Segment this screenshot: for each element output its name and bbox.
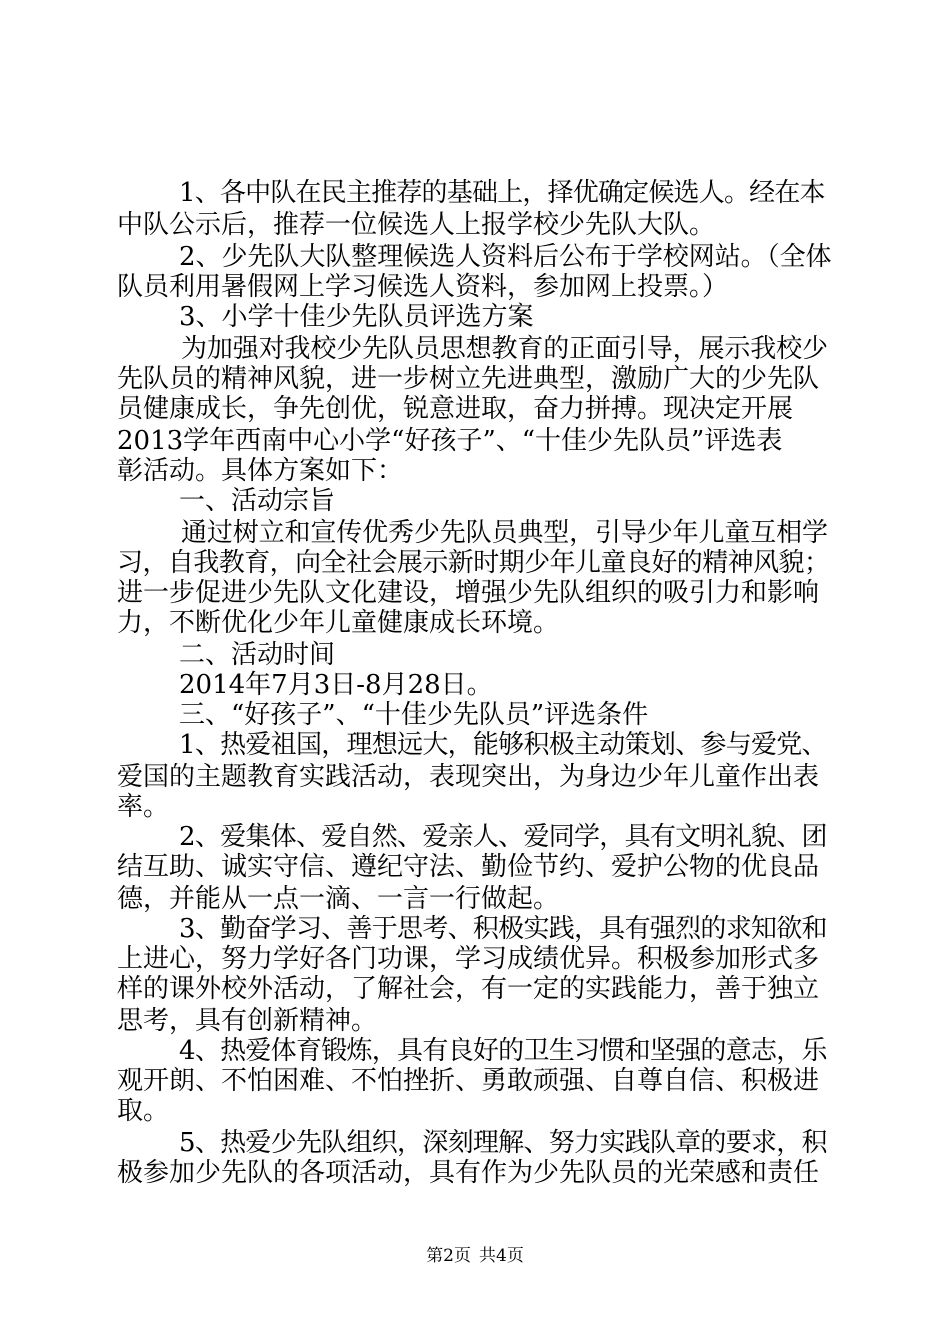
- section-heading: 三、“好孩子”、“十佳少先队员”评选条件: [179, 700, 649, 730]
- page-total: 共4页: [479, 1246, 524, 1266]
- paragraph-line: 员健康成长，争先创优，锐意进取，奋力拼搏。现决定开展: [117, 394, 794, 424]
- paragraph-line: 彰活动。具体方案如下：: [117, 456, 404, 486]
- paragraph-line: 4、热爱体育锻炼，具有良好的卫生习惯和坚强的意志，乐: [179, 1036, 827, 1066]
- paragraph-line: 取。: [117, 1096, 170, 1126]
- page-footer: [0, 1245, 950, 1267]
- paragraph-line: 习，自我教育，向全社会展示新时期少年儿童良好的精神风貌；: [117, 548, 830, 578]
- paragraph-line: 进一步促进少先队文化建设，增强少先队组织的吸引力和影响: [117, 578, 820, 608]
- paragraph-line: 2、少先队大队整理候选人资料后公布于学校网站。（全体: [179, 242, 832, 272]
- paragraph-line: 先队员的精神风貌，进一步树立先进典型，激励广大的少先队: [117, 364, 820, 394]
- page-number: 第2页: [426, 1246, 471, 1266]
- paragraph-line: 通过树立和宣传优秀少先队员典型，引导少年儿童互相学: [181, 518, 828, 548]
- paragraph-line: 2013学年西南中心小学“好孩子”、“十佳少先队员”评选表: [117, 426, 783, 456]
- paragraph-line: 样的课外校外活动，了解社会，有一定的实践能力，善于独立: [117, 974, 820, 1004]
- paragraph-line: 3、小学十佳少先队员评选方案: [179, 302, 534, 332]
- paragraph-line: 极参加少先队的各项活动，具有作为少先队员的光荣感和责任: [117, 1158, 820, 1188]
- paragraph-line: 力，不断优化少年儿童健康成长环境。: [117, 608, 560, 638]
- paragraph-line: 队员利用暑假网上学习候选人资料，参加网上投票。）: [117, 272, 729, 302]
- paragraph-line: 率。: [117, 792, 170, 822]
- paragraph-line: 为加强对我校少先队员思想教育的正面引导，展示我校少: [181, 334, 828, 364]
- paragraph-line: 爱国的主题教育实践活动，表现突出，为身边少年儿童作出表: [117, 762, 820, 792]
- paragraph-line: 1、热爱祖国，理想远大，能够积极主动策划、参与爱党、: [179, 730, 827, 760]
- paragraph-line: 思考，具有创新精神。: [117, 1006, 378, 1036]
- paragraph-line: 结互助、诚实守信、遵纪守法、勤俭节约、爱护公物的优良品: [117, 852, 820, 882]
- paragraph-line: 中队公示后，推荐一位候选人上报学校少先队大队。: [117, 210, 716, 240]
- paragraph-line: 5、热爱少先队组织，深刻理解、努力实践队章的要求，积: [179, 1128, 827, 1158]
- paragraph-line: 上进心，努力学好各门功课，学习成绩优异。积极参加形式多: [117, 944, 820, 974]
- paragraph-line: 观开朗、不怕困难、不怕挫折、勇敢顽强、自尊自信、积极进: [117, 1066, 820, 1096]
- paragraph-line: 德，并能从一点一滴、一言一行做起。: [117, 884, 560, 914]
- paragraph-line: 1、各中队在民主推荐的基础上，择优确定候选人。经在本: [179, 178, 825, 208]
- section-heading: 二、活动时间: [179, 640, 336, 670]
- section-heading: 一、活动宗旨: [179, 486, 336, 516]
- paragraph-line: 2、爱集体、爱自然、爱亲人、爱同学，具有文明礼貌、团: [179, 822, 827, 852]
- paragraph-line: 3、勤奋学习、善于思考、积极实践，具有强烈的求知欲和: [179, 914, 827, 944]
- paragraph-line: 2014年7月3日-8月28日。: [179, 670, 493, 700]
